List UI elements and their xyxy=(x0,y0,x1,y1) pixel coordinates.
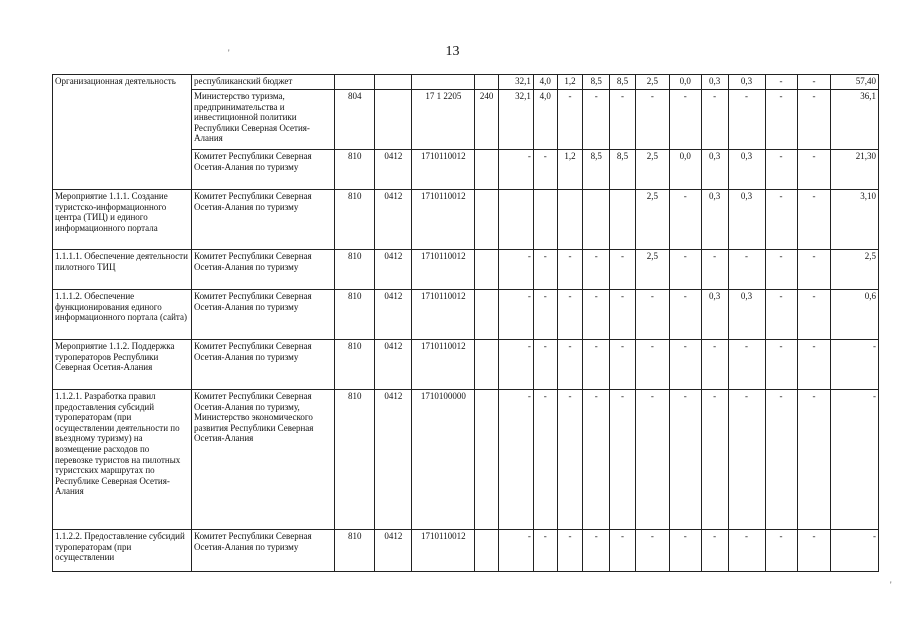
year-value-cell: - xyxy=(610,530,636,572)
year-value-cell: 2,5 xyxy=(635,250,669,290)
year-value-cell: - xyxy=(701,90,728,150)
year-value-cell: - xyxy=(610,90,636,150)
table-row xyxy=(53,340,879,390)
year-value-cell: - xyxy=(669,390,701,530)
csr-code-cell: 1710110012 xyxy=(412,530,475,572)
year-value-cell: 8,5 xyxy=(583,75,610,90)
year-value-cell: - xyxy=(498,530,533,572)
grbs-code-cell: 810 xyxy=(335,290,375,340)
year-value-cell xyxy=(498,190,533,250)
page-number: 13 xyxy=(445,44,460,59)
vr-code-cell xyxy=(475,530,499,572)
year-value-cell: 4,0 xyxy=(533,90,557,150)
rzpr-code-cell: 0412 xyxy=(375,530,412,572)
year-value-cell: - xyxy=(635,90,669,150)
year-value-cell: - xyxy=(765,190,797,250)
year-value-cell: 0,0 xyxy=(669,150,701,190)
rzpr-code-cell: 0412 xyxy=(375,340,412,390)
total-value-cell: 2,5 xyxy=(831,250,879,290)
total-value-cell: - xyxy=(831,530,879,572)
table-row xyxy=(53,90,879,150)
activity-name-cell: 1.1.1.2. Обеспечение функционирования единого информационного портала (сайта) xyxy=(53,290,192,340)
activity-name-cell: 1.1.1.1. Обеспечение деятельности пилотного ТИЦ xyxy=(53,250,192,290)
year-value-cell: - xyxy=(610,290,636,340)
activity-name-cell: Мероприятие 1.1.2. Поддержка туроператоров Республики Северная Осетия-Алания xyxy=(53,340,192,390)
year-value-cell: - xyxy=(533,340,557,390)
year-value-cell: - xyxy=(797,390,831,530)
table-row xyxy=(53,250,879,290)
rzpr-code-cell: 0412 xyxy=(375,190,412,250)
executor-cell: Комитет Республики Северная Осетия-Алания по туризму xyxy=(192,530,335,572)
year-value-cell: - xyxy=(635,290,669,340)
year-value-cell: - xyxy=(728,340,765,390)
year-value-cell: - xyxy=(765,75,797,90)
year-value-cell: - xyxy=(498,150,533,190)
csr-code-cell xyxy=(412,75,475,90)
table-row xyxy=(53,75,879,90)
year-value-cell: - xyxy=(583,290,610,340)
year-value-cell: - xyxy=(557,250,583,290)
total-value-cell: 36,1 xyxy=(831,90,879,150)
year-value-cell: - xyxy=(635,390,669,530)
year-value-cell: - xyxy=(610,340,636,390)
activity-name-cell xyxy=(53,150,192,190)
year-value-cell: - xyxy=(765,340,797,390)
year-value-cell: - xyxy=(701,250,728,290)
year-value-cell: - xyxy=(765,150,797,190)
year-value-cell: 0,3 xyxy=(701,290,728,340)
table-row xyxy=(53,390,879,530)
year-value-cell: - xyxy=(797,290,831,340)
year-value-cell: 0,3 xyxy=(728,190,765,250)
year-value-cell: - xyxy=(701,340,728,390)
rzpr-code-cell xyxy=(375,90,412,150)
stray-mark-bottom: ' xyxy=(890,580,892,590)
vr-code-cell xyxy=(475,390,499,530)
executor-cell: Комитет Республики Северная Осетия-Алания по туризму xyxy=(192,150,335,190)
total-value-cell: 21,30 xyxy=(831,150,879,190)
year-value-cell xyxy=(533,190,557,250)
csr-code-cell: 17 1 2205 xyxy=(412,90,475,150)
csr-code-cell: 1710110012 xyxy=(412,190,475,250)
year-value-cell: - xyxy=(728,90,765,150)
executor-cell: Комитет Республики Северная Осетия-Алания по туризму xyxy=(192,190,335,250)
executor-cell: Комитет Республики Северная Осетия-Алания по туризму xyxy=(192,340,335,390)
grbs-code-cell: 810 xyxy=(335,190,375,250)
year-value-cell: - xyxy=(728,250,765,290)
year-value-cell: 0,3 xyxy=(728,290,765,340)
year-value-cell: 8,5 xyxy=(610,75,636,90)
rzpr-code-cell xyxy=(375,75,412,90)
grbs-code-cell: 810 xyxy=(335,530,375,572)
year-value-cell: - xyxy=(669,190,701,250)
executor-cell: Комитет Республики Северная Осетия-Алания по туризму xyxy=(192,250,335,290)
grbs-code-cell: 810 xyxy=(335,250,375,290)
total-value-cell: 57,40 xyxy=(831,75,879,90)
year-value-cell: - xyxy=(797,190,831,250)
year-value-cell: - xyxy=(583,250,610,290)
csr-code-cell: 1710110012 xyxy=(412,150,475,190)
year-value-cell: - xyxy=(797,530,831,572)
year-value-cell: - xyxy=(610,250,636,290)
executor-cell: Комитет Республики Северная Осетия-Алания по туризму, Министерство экономического развития Республики Северная Осетия-Алания xyxy=(192,390,335,530)
year-value-cell: - xyxy=(669,90,701,150)
year-value-cell: - xyxy=(533,390,557,530)
activity-name-cell: Организационная деятельность xyxy=(53,75,192,90)
year-value-cell: - xyxy=(765,290,797,340)
year-value-cell: - xyxy=(635,340,669,390)
activity-name-cell: 1.1.2.1. Разработка правил предоставления субсидий туроператорам (при осуществлении деятельности по въездному туризму) на возмещение расходов по перевозке туристов на пилотных туристских маршрутах по Республике Северная Осетия-Алания xyxy=(53,390,192,530)
year-value-cell: 32,1 xyxy=(498,75,533,90)
rzpr-code-cell: 0412 xyxy=(375,250,412,290)
year-value-cell: - xyxy=(557,530,583,572)
year-value-cell: 4,0 xyxy=(533,75,557,90)
year-value-cell: - xyxy=(797,340,831,390)
table-row xyxy=(53,150,879,190)
activity-name-cell: 1.1.2.2. Предоставление субсидий туроператорам (при осуществлении xyxy=(53,530,192,572)
year-value-cell: 1,2 xyxy=(557,75,583,90)
csr-code-cell: 1710110012 xyxy=(412,250,475,290)
year-value-cell: - xyxy=(765,390,797,530)
rzpr-code-cell: 0412 xyxy=(375,150,412,190)
table-row xyxy=(53,290,879,340)
year-value-cell: - xyxy=(610,390,636,530)
year-value-cell: - xyxy=(583,530,610,572)
rzpr-code-cell: 0412 xyxy=(375,390,412,530)
year-value-cell: - xyxy=(533,250,557,290)
year-value-cell: 0,3 xyxy=(701,150,728,190)
year-value-cell xyxy=(583,190,610,250)
grbs-code-cell: 810 xyxy=(335,340,375,390)
year-value-cell: 0,3 xyxy=(728,75,765,90)
year-value-cell: 1,2 xyxy=(557,150,583,190)
year-value-cell: 32,1 xyxy=(498,90,533,150)
table-row xyxy=(53,530,879,572)
grbs-code-cell: 810 xyxy=(335,150,375,190)
year-value-cell: - xyxy=(669,250,701,290)
year-value-cell: 2,5 xyxy=(635,190,669,250)
year-value-cell: - xyxy=(557,290,583,340)
year-value-cell: - xyxy=(701,530,728,572)
activity-name-cell xyxy=(53,90,192,150)
vr-code-cell xyxy=(475,75,499,90)
year-value-cell: - xyxy=(765,530,797,572)
year-value-cell: - xyxy=(557,390,583,530)
year-value-cell: - xyxy=(701,390,728,530)
year-value-cell: 2,5 xyxy=(635,150,669,190)
year-value-cell: 0,0 xyxy=(669,75,701,90)
year-value-cell: - xyxy=(498,340,533,390)
stray-mark-top: ' xyxy=(228,48,230,58)
year-value-cell: - xyxy=(635,530,669,572)
table-row xyxy=(53,190,879,250)
year-value-cell xyxy=(610,190,636,250)
executor-cell: республиканский бюджет xyxy=(192,75,335,90)
year-value-cell: 8,5 xyxy=(583,150,610,190)
year-value-cell: 0,3 xyxy=(701,75,728,90)
year-value-cell: - xyxy=(669,290,701,340)
vr-code-cell xyxy=(475,150,499,190)
year-value-cell: - xyxy=(533,530,557,572)
year-value-cell: - xyxy=(583,390,610,530)
year-value-cell xyxy=(557,190,583,250)
year-value-cell: - xyxy=(797,90,831,150)
year-value-cell: - xyxy=(669,530,701,572)
budget-table xyxy=(52,74,879,572)
total-value-cell: 0,6 xyxy=(831,290,879,340)
csr-code-cell: 1710110012 xyxy=(412,290,475,340)
year-value-cell: - xyxy=(533,150,557,190)
grbs-code-cell xyxy=(335,75,375,90)
year-value-cell: - xyxy=(498,290,533,340)
vr-code-cell xyxy=(475,290,499,340)
year-value-cell: - xyxy=(728,530,765,572)
year-value-cell: - xyxy=(797,250,831,290)
year-value-cell: - xyxy=(533,290,557,340)
csr-code-cell: 1710100000 xyxy=(412,390,475,530)
year-value-cell: - xyxy=(765,250,797,290)
year-value-cell: - xyxy=(557,90,583,150)
activity-name-cell: Мероприятие 1.1.1. Создание туристско-информационного центра (ТИЦ) и единого информационного портала xyxy=(53,190,192,250)
executor-cell: Министерство туризма, предпринимательства и инвестиционной политики Республики Северная Осетия-Алания xyxy=(192,90,335,150)
year-value-cell: 8,5 xyxy=(610,150,636,190)
vr-code-cell xyxy=(475,250,499,290)
year-value-cell: - xyxy=(583,340,610,390)
year-value-cell: - xyxy=(498,250,533,290)
year-value-cell: 2,5 xyxy=(635,75,669,90)
executor-cell: Комитет Республики Северная Осетия-Алания по туризму xyxy=(192,290,335,340)
rzpr-code-cell: 0412 xyxy=(375,290,412,340)
year-value-cell: - xyxy=(498,390,533,530)
grbs-code-cell: 810 xyxy=(335,390,375,530)
total-value-cell: 3,10 xyxy=(831,190,879,250)
year-value-cell: - xyxy=(765,90,797,150)
vr-code-cell: 240 xyxy=(475,90,499,150)
total-value-cell: - xyxy=(831,390,879,530)
total-value-cell: - xyxy=(831,340,879,390)
csr-code-cell: 1710110012 xyxy=(412,340,475,390)
vr-code-cell xyxy=(475,340,499,390)
year-value-cell: - xyxy=(583,90,610,150)
year-value-cell: - xyxy=(797,75,831,90)
year-value-cell: - xyxy=(557,340,583,390)
year-value-cell: 0,3 xyxy=(701,190,728,250)
vr-code-cell xyxy=(475,190,499,250)
year-value-cell: - xyxy=(669,340,701,390)
grbs-code-cell: 804 xyxy=(335,90,375,150)
year-value-cell: 0,3 xyxy=(728,150,765,190)
year-value-cell: - xyxy=(728,390,765,530)
year-value-cell: - xyxy=(797,150,831,190)
